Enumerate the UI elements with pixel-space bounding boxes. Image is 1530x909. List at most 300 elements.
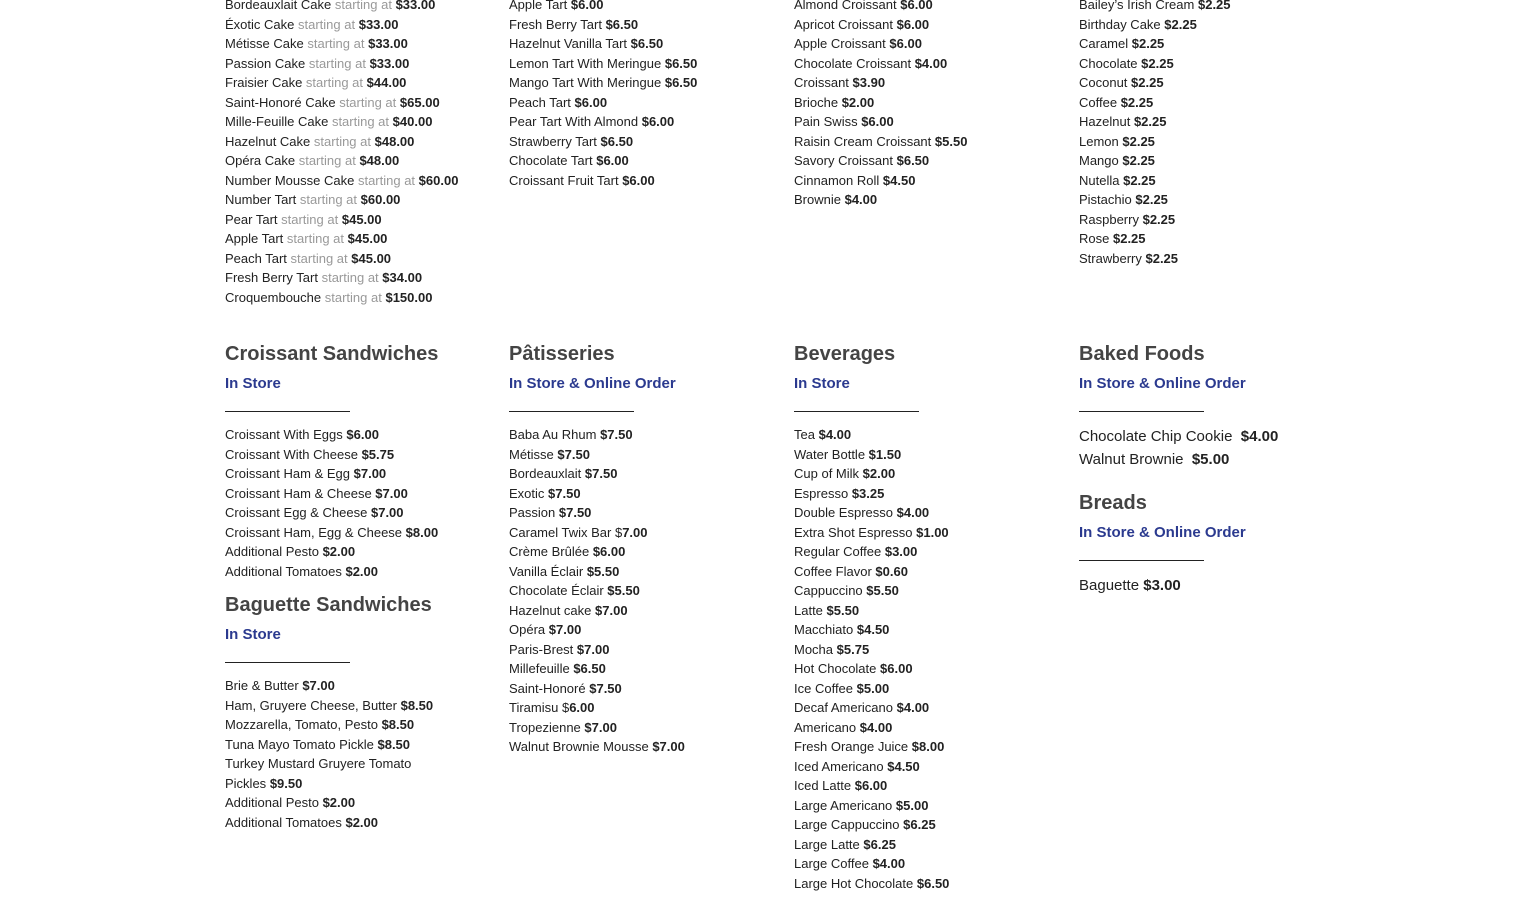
item-name: Brownie (794, 192, 841, 207)
item-name: Additional Tomatoes (225, 814, 342, 830)
item-name: Coconut (1079, 75, 1128, 90)
item-price: $4.00 (1240, 428, 1279, 445)
menu-item (509, 73, 779, 93)
item-price: $60.00 (418, 172, 459, 188)
item-price: $33.00 (395, 0, 436, 12)
item-name: Coffee Flavor (794, 563, 872, 579)
item-name: Ham, Gruyere Cheese, Butter (225, 697, 397, 713)
item-price: $4.00 (844, 192, 878, 207)
item-price: $6.50 (664, 75, 698, 90)
menu-item (1079, 93, 1349, 113)
item-price: $8.50 (377, 736, 411, 752)
menu-item (1079, 15, 1349, 35)
menu-item (1079, 0, 1349, 15)
menu-item (225, 676, 495, 696)
item-price: $7.00 (548, 622, 582, 637)
item-price: $0.60 (875, 563, 908, 579)
item-price: $4.50 (887, 758, 920, 774)
menu-item (794, 679, 1064, 699)
menu-item (794, 484, 1064, 504)
menu-item (225, 54, 495, 74)
starting-at-label: starting at (305, 75, 364, 90)
item-price: $4.00 (896, 505, 930, 520)
menu-item (509, 34, 779, 54)
item-price: $7.00 (375, 485, 408, 501)
item-price: $4.50 (882, 172, 916, 188)
item-name: Croissant Ham, Egg & Cheese (225, 524, 403, 540)
item-name: Tea (794, 427, 815, 442)
item-name: Extra Shot Espresso (794, 524, 913, 540)
item-price: $5.50 (934, 133, 968, 149)
item-name: Nutella (1079, 172, 1120, 188)
item-name: Caramel Twix Bar $ (509, 524, 623, 540)
menu-item (509, 679, 779, 699)
section-title: Croissant Sandwiches (225, 343, 439, 365)
menu-item (1079, 249, 1349, 269)
menu-item (509, 581, 779, 601)
item-price: $7.00 (652, 739, 685, 754)
item-name: Brie & Butter (225, 678, 299, 693)
item-price: $33.00 (368, 36, 408, 51)
menu-item (509, 718, 779, 738)
item-price: $48.00 (374, 133, 415, 149)
menu-item (225, 445, 495, 465)
menu-item (509, 15, 779, 35)
item-price: $2.00 (862, 466, 896, 481)
item-name: Americano (794, 719, 857, 735)
menu-item (794, 503, 1064, 523)
item-name: Chocolate Croissant (794, 55, 912, 71)
item-price: 6.00 (569, 700, 595, 715)
item-price: $33.00 (369, 55, 410, 71)
item-price: $7.50 (584, 466, 618, 481)
starting-at-label: starting at (281, 211, 339, 227)
item-name: Lemon (1079, 133, 1119, 149)
availability-label: In Store & Online Order (509, 375, 676, 392)
item-price: $6.00 (896, 16, 930, 32)
item-price: $2.25 (1145, 250, 1179, 266)
item-name: Croissant (794, 75, 849, 90)
menu-item (1079, 151, 1349, 171)
item-name: Croissant Ham & Cheese (225, 485, 372, 501)
item-name: Vanilla Éclair (509, 563, 584, 579)
item-price: $4.00 (872, 856, 906, 871)
item-price: $6.50 (605, 16, 639, 32)
item-price: $6.00 (622, 172, 655, 188)
item-price: $2.25 (1131, 36, 1165, 51)
item-name: Pain Swiss (794, 114, 858, 129)
menu-item (225, 34, 495, 54)
menu-item (1079, 210, 1349, 230)
item-name: Mozzarella, Tomato, Pesto (225, 717, 378, 732)
item-name: Caramel (1079, 36, 1129, 51)
item-name: Saint-Honoré Cake (225, 94, 336, 110)
item-price: $1.50 (868, 446, 902, 462)
item-name: Additional Pesto (225, 795, 319, 810)
item-price: $3.25 (851, 485, 885, 501)
item-name: Peach Tart (225, 250, 287, 266)
item-name: Fresh Orange Juice (794, 739, 909, 754)
item-price: $150.00 (385, 289, 433, 305)
menu-item (509, 620, 779, 640)
item-name: Mango Tart With Meringue (509, 75, 662, 90)
item-price: $4.00 (896, 700, 930, 715)
item-price: $5.50 (866, 583, 899, 598)
item-name: Iced Latte (794, 778, 852, 793)
menu-item (225, 249, 495, 269)
item-name: Apple Tart (509, 0, 568, 12)
item-price: $2.25 (1131, 75, 1164, 90)
menu-item (225, 425, 495, 445)
menu-item (225, 542, 495, 562)
item-name: Macchiato (794, 622, 854, 637)
menu-item (509, 737, 779, 757)
menu-item (225, 288, 495, 308)
item-name: Apple Croissant (794, 36, 886, 51)
item-price: $5.50 (607, 583, 640, 598)
baguette-sandwiches-section (225, 593, 495, 832)
item-price: $40.00 (392, 114, 433, 129)
item-name: Bailey’s Irish Cream (1079, 0, 1195, 12)
item-price: $4.50 (856, 622, 890, 637)
menu-item (225, 132, 495, 152)
item-name: Additional Tomatoes (225, 563, 342, 579)
item-name: Croissant With Cheese (225, 446, 358, 462)
menu-item (509, 640, 779, 660)
item-name: Large Americano (794, 797, 893, 813)
menu-item (1079, 171, 1349, 191)
item-name: Paris-Brest (509, 641, 574, 657)
menu-item (509, 445, 779, 465)
item-name: Cup of Milk (794, 466, 860, 481)
menu-item (509, 503, 779, 523)
item-name: Bordeauxlait (509, 466, 582, 481)
item-name: Birthday Cake (1079, 16, 1161, 32)
menu-item (225, 229, 495, 249)
item-price: $7.50 (558, 505, 592, 520)
starting-at-label: starting at (290, 250, 348, 266)
item-name: Éxotic Cake (225, 16, 295, 32)
menu-item (509, 171, 779, 191)
menu-item (509, 659, 779, 679)
menu-item (225, 813, 495, 833)
item-name: Peach Tart (509, 94, 571, 110)
item-price: $5.50 (826, 602, 860, 618)
divider (1079, 560, 1204, 561)
menu-item (794, 620, 1064, 640)
item-price: 7.00 (622, 524, 648, 540)
item-price: $2.25 (1135, 192, 1168, 207)
item-price: $2.25 (1123, 172, 1156, 188)
menu-item (794, 835, 1064, 855)
item-name: Croissant With Eggs (225, 427, 343, 442)
item-price: $6.50 (664, 55, 698, 71)
item-name: Strawberry Tart (509, 133, 597, 149)
menu-item (225, 735, 495, 755)
item-name: Chocolate Chip Cookie (1079, 428, 1233, 445)
menu-item (509, 523, 779, 543)
item-price: $2.25 (1122, 133, 1155, 149)
item-name: Croquembouche (225, 289, 322, 305)
croissants-list (794, 0, 1064, 210)
item-name: Coffee (1079, 94, 1118, 110)
menu-item (1079, 132, 1349, 152)
menu-item (509, 484, 779, 504)
menu-item (794, 425, 1064, 445)
section-title: Baguette Sandwiches (225, 594, 432, 616)
item-name: Iced Americano (794, 758, 884, 774)
item-price: $48.00 (359, 153, 400, 168)
item-name: Additional Pesto (225, 544, 319, 559)
menu-item (1079, 34, 1349, 54)
menu-item (794, 698, 1064, 718)
starting-at-label: starting at (324, 289, 382, 305)
item-name: Croissant Fruit Tart (509, 172, 619, 188)
beverages-list (794, 425, 1064, 893)
item-price: $6.50 (916, 875, 950, 891)
item-name: Strawberry (1079, 250, 1142, 266)
item-price: $6.50 (573, 661, 606, 676)
item-price: $5.00 (895, 797, 929, 813)
menu-item (1079, 574, 1379, 597)
item-price: $2.00 (345, 814, 379, 830)
item-name: Passion Cake (225, 55, 306, 71)
item-price: $6.00 (570, 0, 604, 12)
item-name: Cappuccino (794, 583, 863, 598)
menu-item (1079, 448, 1379, 471)
item-name: Hot Chocolate (794, 661, 877, 676)
item-name: Saint-Honoré (509, 680, 586, 696)
section-title: Beverages (794, 343, 896, 365)
item-name: Chocolate Éclair (509, 583, 604, 598)
item-price: $6.50 (896, 153, 930, 168)
divider (1079, 411, 1204, 412)
item-price: $6.00 (596, 153, 629, 168)
item-name: Walnut Brownie (1079, 451, 1184, 468)
menu-item (794, 640, 1064, 660)
starting-at-label: starting at (299, 192, 358, 207)
item-price: $6.00 (346, 427, 379, 442)
menu-item (794, 445, 1064, 465)
item-price: $4.00 (818, 427, 852, 442)
item-price: $45.00 (341, 211, 382, 227)
item-name: Exotic (509, 485, 545, 501)
menu-item (794, 815, 1064, 835)
starting-at-label: starting at (298, 16, 356, 32)
item-price: $3.00 (1143, 577, 1181, 594)
item-name: Chocolate (1079, 55, 1138, 71)
item-price: $4.00 (859, 719, 893, 735)
item-price: $45.00 (351, 250, 392, 266)
menu-item (794, 93, 1064, 113)
item-price: $34.00 (382, 270, 423, 285)
item-price: $7.00 (353, 466, 387, 481)
menu-item (794, 757, 1064, 777)
baguette-sandwiches-list (225, 676, 495, 832)
item-price: $2.00 (322, 544, 356, 559)
menu-item (794, 796, 1064, 816)
item-name: Raisin Cream Croissant (794, 133, 932, 149)
item-price: $2.25 (1141, 55, 1174, 71)
item-name: Large Coffee (794, 856, 869, 871)
item-name: Lemon Tart With Meringue (509, 55, 662, 71)
item-price: $2.25 (1197, 0, 1231, 12)
item-name: Large Cappuccino (794, 817, 900, 832)
menu-item (225, 793, 495, 813)
item-name: Mango (1079, 153, 1119, 168)
starting-at-label: starting at (286, 231, 345, 246)
item-price: $5.75 (836, 641, 870, 657)
item-price: $5.00 (1191, 451, 1230, 468)
item-name: Opéra (509, 622, 546, 637)
menu-item (509, 93, 779, 113)
menu-item (794, 464, 1064, 484)
item-name: Water Bottle (794, 446, 866, 462)
menu-item (225, 73, 495, 93)
item-price: $7.00 (595, 602, 628, 618)
menu-item (1079, 112, 1349, 132)
item-price: $6.25 (903, 817, 936, 832)
item-price: $6.00 (574, 94, 608, 110)
item-price: $7.00 (576, 641, 610, 657)
item-price: $1.00 (916, 524, 949, 540)
menu-item (225, 210, 495, 230)
item-name: Tuna Mayo Tomato Pickle (225, 736, 374, 752)
baked-foods-list (1079, 425, 1379, 471)
section-title: Pâtisseries (509, 343, 615, 365)
item-name: Savory Croissant (794, 153, 893, 168)
menu-item (794, 718, 1064, 738)
availability-label: In Store (794, 375, 850, 392)
menu-item (1079, 73, 1349, 93)
menu-item (509, 0, 779, 15)
item-price: $7.50 (600, 427, 633, 442)
item-price: $7.00 (370, 505, 404, 520)
item-price: $7.50 (548, 485, 581, 501)
item-price: $7.00 (302, 678, 335, 693)
menu-item (509, 54, 779, 74)
menu-item (225, 112, 495, 132)
availability-label: In Store & Online Order (1079, 375, 1246, 392)
section-title: Breads (1079, 492, 1147, 514)
menu-item (794, 854, 1064, 874)
item-price: $8.50 (400, 697, 434, 713)
item-name: Pistachio (1079, 192, 1132, 207)
item-price: $6.00 (641, 114, 675, 129)
menu-item (225, 268, 495, 288)
item-name: Baba Au Rhum (509, 427, 597, 442)
item-name: Opéra Cake (225, 153, 296, 168)
item-name: Double Espresso (794, 505, 893, 520)
item-price: $6.50 (600, 133, 634, 149)
tarts-list (509, 0, 779, 190)
baked-foods-section (1079, 342, 1379, 471)
item-name: Mille-Feuille Cake (225, 114, 329, 129)
menu-item (509, 464, 779, 484)
item-name: Métisse (509, 446, 554, 462)
cakes-list (225, 0, 495, 307)
menu-item (794, 73, 1064, 93)
menu-item (509, 698, 779, 718)
croissant-sandwiches-section (225, 342, 495, 581)
item-price: $2.00 (322, 795, 356, 810)
menu-item (225, 190, 495, 210)
menu-item (509, 132, 779, 152)
item-name: Number Mousse Cake (225, 172, 355, 188)
menu-item (509, 601, 779, 621)
menu-item (794, 34, 1064, 54)
starting-at-label: starting at (334, 0, 392, 12)
menu-item (794, 601, 1064, 621)
item-name: Millefeuille (509, 661, 570, 676)
item-price: $2.25 (1164, 16, 1197, 32)
beverages-section (794, 342, 1064, 893)
item-name: Brioche (794, 94, 839, 110)
menu-item (794, 776, 1064, 796)
menu-item (509, 425, 779, 445)
menu-item (794, 15, 1064, 35)
menu-item (509, 112, 779, 132)
starting-at-label: starting at (307, 36, 365, 51)
menu-item (225, 464, 495, 484)
menu-item (509, 151, 779, 171)
item-price: $2.00 (841, 94, 875, 110)
item-name: Croissant Egg & Cheese (225, 505, 368, 520)
menu-item (1079, 229, 1349, 249)
item-price: $5.00 (856, 680, 890, 696)
menu-item (794, 659, 1064, 679)
menu-item (1079, 54, 1349, 74)
menu-item (794, 562, 1064, 582)
item-name: Passion (509, 505, 556, 520)
item-name: Espresso (794, 485, 849, 501)
availability-label: In Store (225, 375, 281, 392)
item-price: $2.25 (1142, 211, 1176, 227)
menu-item (794, 112, 1064, 132)
croissant-sandwiches-list (225, 425, 495, 581)
menu-item (225, 562, 495, 582)
menu-item (794, 54, 1064, 74)
menu-item (794, 874, 1064, 894)
starting-at-label: starting at (339, 94, 397, 110)
item-name: Croissant Ham & Egg (225, 466, 350, 481)
item-price: $6.00 (889, 36, 922, 51)
menu-item (794, 151, 1064, 171)
item-price: $6.00 (854, 778, 888, 793)
menu-item (509, 542, 779, 562)
item-name: Almond Croissant (794, 0, 897, 12)
menu-item (225, 171, 495, 191)
patisseries-list (509, 425, 779, 757)
availability-label: In Store & Online Order (1079, 524, 1246, 541)
item-name: Turkey Mustard Gruyere Tomato Pickles (225, 756, 412, 791)
menu-item (225, 0, 495, 15)
item-name: Pear Tart With Almond (509, 114, 639, 129)
item-name: Walnut Brownie Mousse (509, 739, 649, 754)
divider (794, 411, 919, 412)
item-price: $3.90 (852, 75, 886, 90)
item-name: Fresh Berry Tart (225, 270, 318, 285)
starting-at-label: starting at (321, 270, 379, 285)
menu-item (225, 523, 495, 543)
item-name: Crème Brûlée (509, 544, 590, 559)
starting-at-label: starting at (331, 114, 390, 129)
item-name: Regular Coffee (794, 544, 882, 559)
item-price: $8.00 (405, 524, 439, 540)
menu-item (225, 93, 495, 113)
item-price: $7.50 (557, 446, 590, 462)
item-name: Baguette (1079, 577, 1140, 594)
